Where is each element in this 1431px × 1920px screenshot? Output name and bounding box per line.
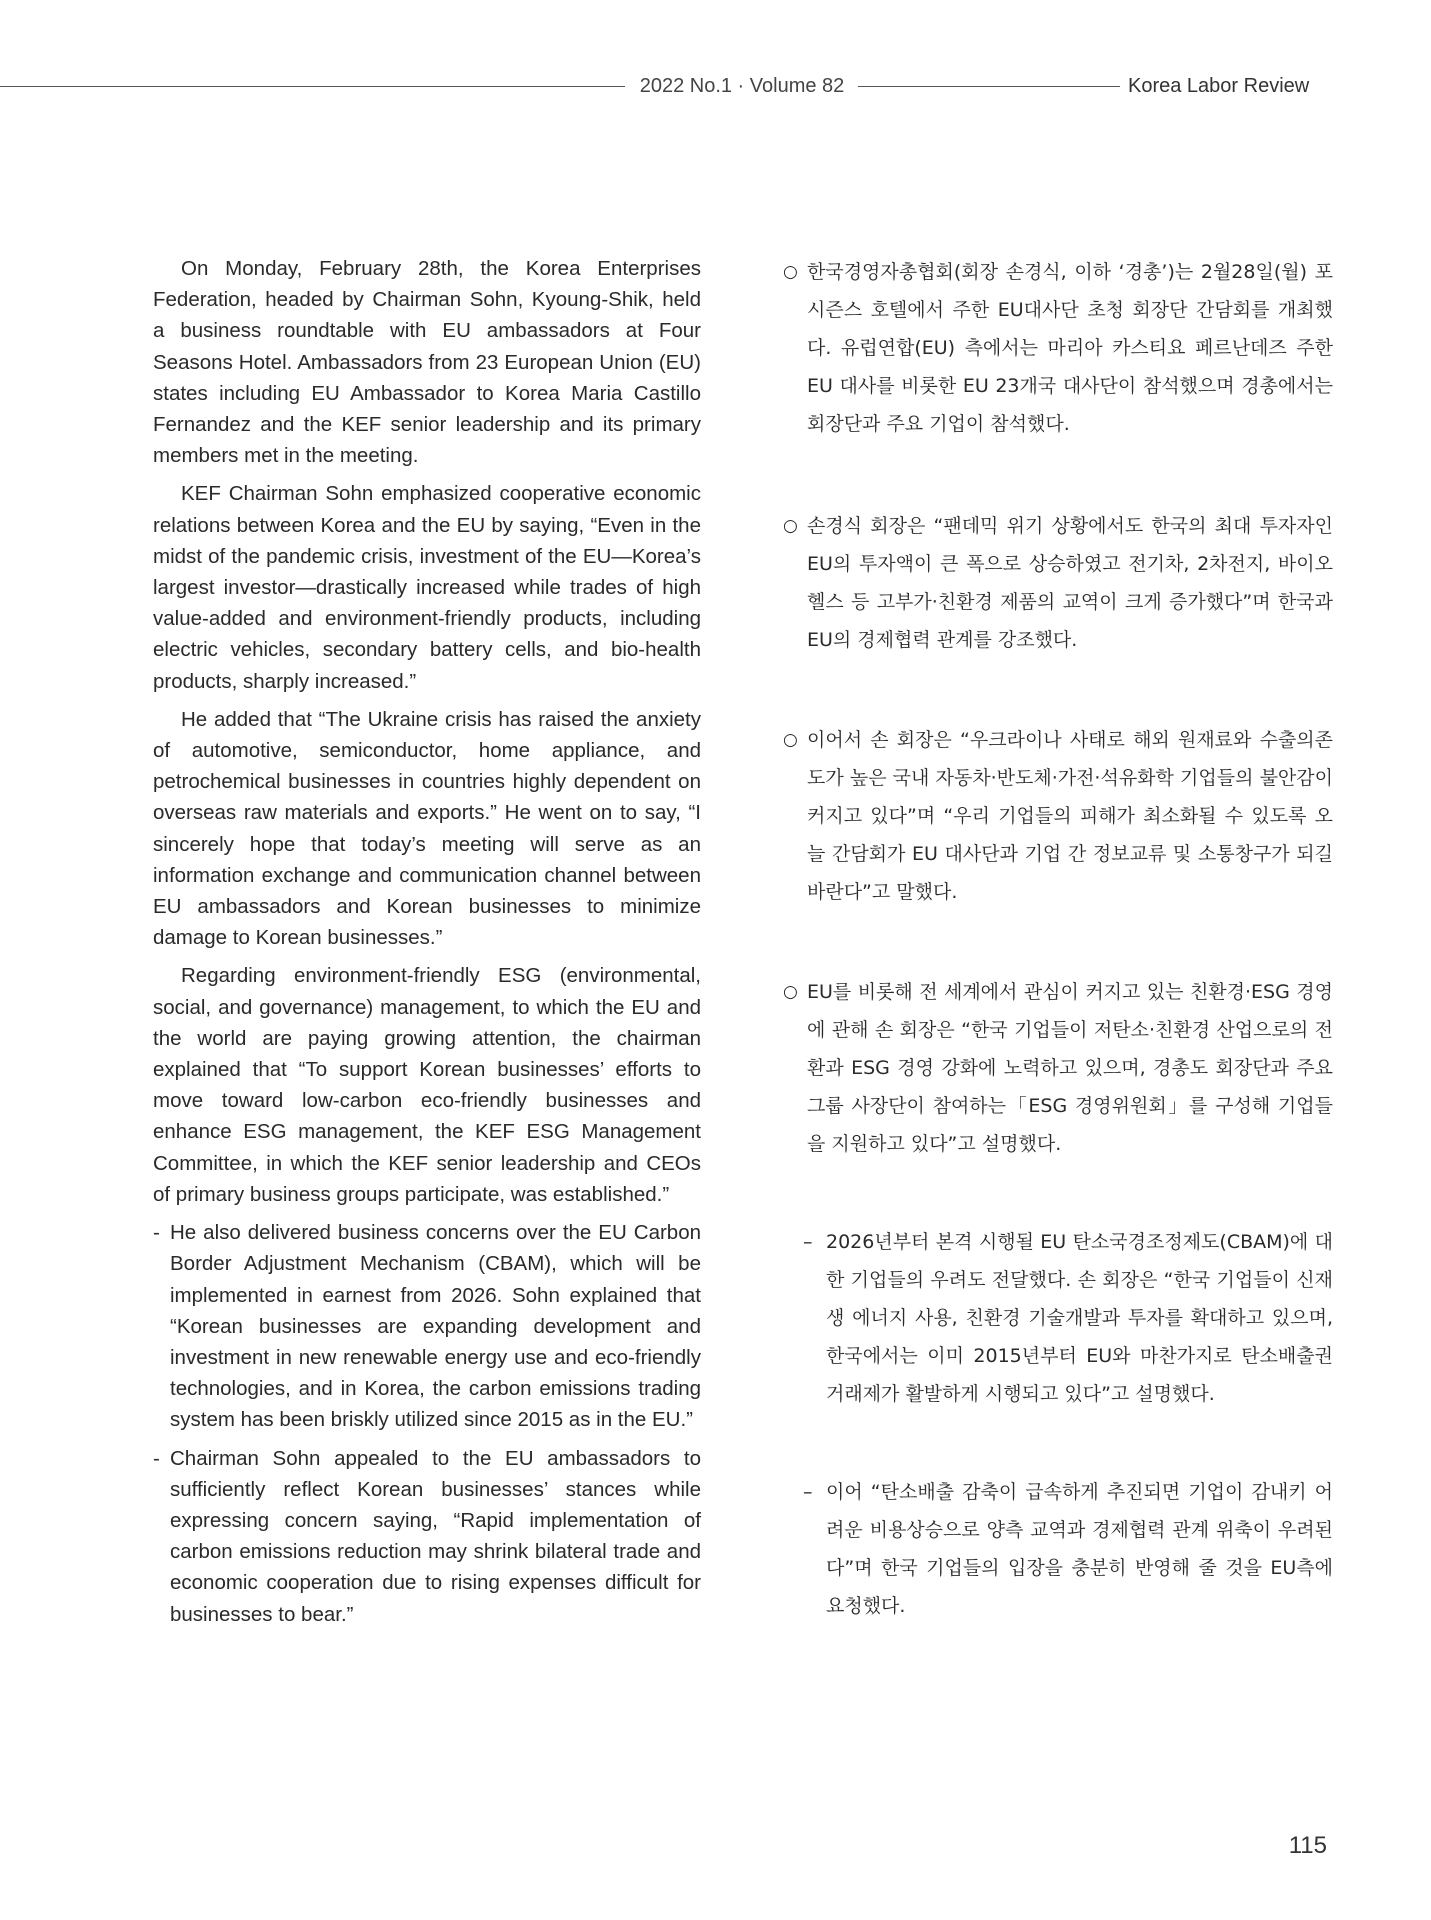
korean-sub-item-text: 이어 “탄소배출 감축이 급속하게 추진되면 기업이 감내키 어려운 비용상승으로 양측 교역과 경제협력 관계 위축이 우려된다”며 한국 기업들의 입장을 충분히 반영해 줄 것을 EU측에 요청했다. <box>826 1481 1333 1617</box>
circle-bullet-icon: ○ <box>783 982 798 1002</box>
english-paragraph: Regarding environment-friendly ESG (environmental, social, and governance) management, to which the EU and the world are paying growing attention, the chairman explained that “To support Korean businesses’ efforts to move toward low-carbon eco-friendly businesses and enhance ESG management, the KEF ESG Management Committee, in which the KEF senior leadership and CEOs of primary business groups participate, was established.” <box>153 964 701 1206</box>
korean-item-text: 한국경영자총협회(회장 손경식, 이하 ‘경총’)는 2월28일(월) 포시즌스 호텔에서 주한 EU대사단 초청 회장단 간담회를 개최했다. 유럽연합(EU) 측에서는 마리아 카스티요 페르난데즈 주한 EU 대사를 비롯한 EU 23개국 대사단이 참석했으며 경총에서는 회장단과 주요 기업이 참석했다. <box>807 261 1333 435</box>
issue-label: 2022 No.1 · Volume 82 <box>639 75 845 97</box>
page-number: 115 <box>1288 1832 1327 1859</box>
journal-title: Korea Labor Review <box>1128 75 1310 97</box>
english-paragraph: He added that “The Ukraine crisis has raised the anxiety of automotive, semiconductor, home appliance, and petrochemical businesses in countries highly dependent on overseas raw materials and exports.” He went on to say, “I sincerely hope that today’s meeting will serve as an information exchange and communication channel between EU ambassadors and Korean businesses to minimize damage to Korean businesses.” <box>153 707 701 950</box>
korean-item <box>783 253 1333 443</box>
korean-item <box>783 721 1333 911</box>
korean-item-text: 이어서 손 회장은 “우크라이나 사태로 해외 원재료와 수출의존도가 높은 국내 자동차·반도체·가전·석유화학 기업들의 불안감이 커지고 있다”며 “우리 기업들의 피해가 최소화될 수 있도록 오늘 간담회가 EU 대사단과 기업 간 정보교류 및 소통창구가 되길 바란다”고 말했다. <box>807 729 1333 903</box>
english-dash-item: - He also delivered business concerns over the EU Carbon Border Adjustment Mechanism (CBAM), which will be implemented in earnest from 2026. Sohn explained that “Korean businesses are expanding development and investment in new renewable energy use and eco-friendly technologies, and in Korea, the carbon emissions trading system has been briskly utilized since 2015 as in the EU.” <box>153 1217 701 1435</box>
dash-mark: – <box>803 1231 813 1253</box>
english-dash-item: - Chairman Sohn appealed to the EU ambassadors to sufficiently reflect Korean businesses’ stances while expressing concern saying, “Rapid implementation of carbon emissions reduction may shrink bilateral trade and economic cooperation due to rising expenses difficult for businesses to bear.” <box>153 1443 701 1630</box>
header-rule-left <box>0 86 625 87</box>
korean-item <box>783 973 1333 1163</box>
english-paragraph: KEF Chairman Sohn emphasized cooperative economic relations between Korea and the EU by saying, “Even in the midst of the pandemic crisis, investment of the EU—Korea’s largest investor—drastically increased while trades of high value-added and environment-friendly products, including electric vehicles, secondary battery cells, and bio-health products, sharply increased.” <box>153 482 701 693</box>
korean-sub-item <box>783 1223 1333 1413</box>
english-column <box>153 253 701 1637</box>
dash-mark: – <box>803 1481 813 1503</box>
korean-item-text: 손경식 회장은 “팬데믹 위기 상황에서도 한국의 최대 투자자인 EU의 투자액이 큰 폭으로 상승하였고 전기차, 2차전지, 바이오헬스 등 고부가·친환경 제품의 교역이 크게 증가했다”며 한국과 EU의 경제협력 관계를 강조했다. <box>807 515 1333 651</box>
english-paragraph: On Monday, February 28th, the Korea Enterprises Federation, headed by Chairman Sohn, Kyoung-Shik, held a business roundtable with EU ambassadors at Four Seasons Hotel. Ambassadors from 23 European Union (EU) states including EU Ambassador to Korea Maria Castillo Fernandez and the KEF senior leadership and its primary members met in the meeting. <box>153 257 701 468</box>
running-header <box>0 72 1431 102</box>
korean-sub-item-text: 2026년부터 본격 시행될 EU 탄소국경조정제도(CBAM)에 대한 기업들의 우려도 전달했다. 손 회장은 “한국 기업들이 신재생 에너지 사용, 친환경 기술개발과 투자를 확대하고 있으며, 한국에서는 이미 2015년부터 EU와 마찬가지로 탄소배출권 거래제가 활발하게 시행되고 있다”고 설명했다. <box>826 1231 1333 1405</box>
circle-bullet-icon: ○ <box>783 516 798 536</box>
korean-item-text: EU를 비롯해 전 세계에서 관심이 커지고 있는 친환경·ESG 경영에 관해 손 회장은 “한국 기업들이 저탄소·친환경 산업으로의 전환과 ESG 경영 강화에 노력하고 있으며, 경총도 회장단과 주요 그룹 사장단이 참여하는「ESG 경영위원회」를 구성해 기업들을 지원하고 있다”고 설명했다. <box>807 981 1333 1155</box>
circle-bullet-icon: ○ <box>783 262 798 282</box>
header-rule-right <box>858 86 1120 87</box>
korean-sub-item <box>783 1473 1333 1625</box>
circle-bullet-icon: ○ <box>783 730 798 750</box>
korean-item <box>783 507 1333 659</box>
